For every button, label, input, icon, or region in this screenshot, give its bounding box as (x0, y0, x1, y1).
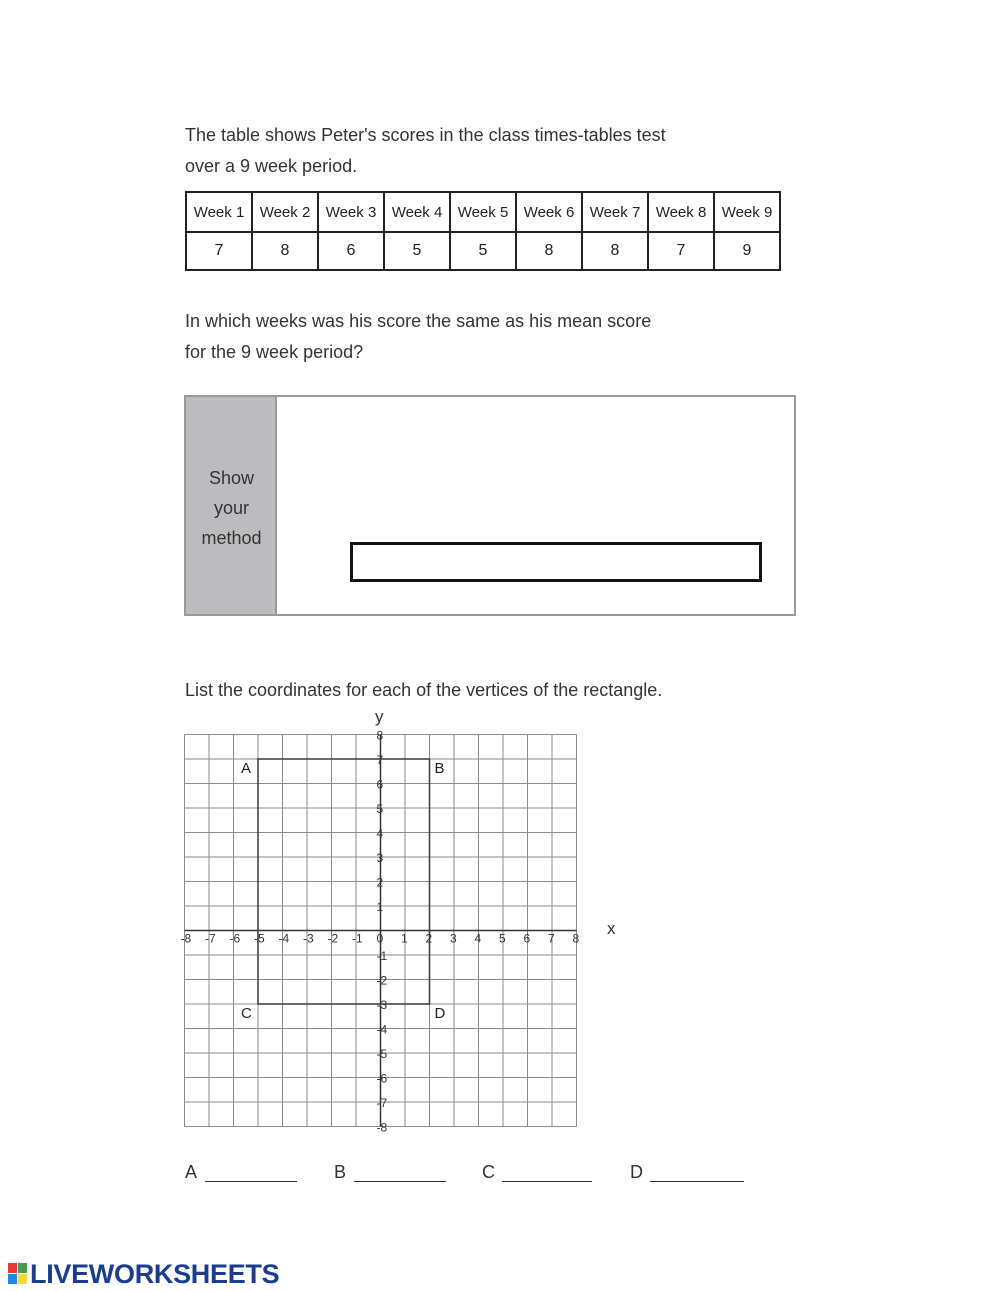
y-axis-label: y (375, 707, 384, 726)
x-tick-label: 8 (572, 931, 580, 946)
answer-line[interactable] (354, 1181, 446, 1182)
answer-line[interactable] (205, 1181, 297, 1182)
x-tick-label: -6 (229, 931, 241, 946)
week-header: Week 1 (186, 192, 252, 232)
answer-line[interactable] (650, 1181, 744, 1182)
x-tick-label: -3 (303, 931, 314, 946)
y-tick-label: -4 (376, 1022, 388, 1037)
liveworksheets-logo[interactable] (8, 1257, 279, 1291)
x-tick-label: 7 (548, 931, 555, 946)
y-tick-label: 2 (376, 875, 384, 890)
week-header: Week 5 (450, 192, 516, 232)
coordinates-prompt: List the coordinates for each of the vertices of the rectangle. (185, 680, 663, 700)
answer-label: A (185, 1162, 198, 1182)
week-header: Week 9 (714, 192, 780, 232)
vertex-label: C (241, 1005, 252, 1022)
y-tick-label: 3 (376, 851, 384, 865)
answer-line[interactable] (502, 1181, 592, 1182)
vertex-labels (241, 760, 446, 1022)
week-header: Week 7 (582, 192, 648, 232)
x-tick-label: -5 (254, 931, 265, 946)
y-tick-label: -2 (376, 973, 388, 988)
y-tick-label: -3 (376, 998, 388, 1012)
x-tick-label: 5 (499, 931, 506, 946)
answer-label: B (334, 1162, 347, 1182)
answer-label: D (630, 1162, 643, 1182)
y-tick-label: 4 (376, 826, 384, 841)
x-tick-label: 1 (401, 931, 408, 946)
score-cell: 8 (516, 232, 582, 270)
score-cell: 6 (318, 232, 384, 270)
x-tick-label: 3 (450, 931, 457, 946)
x-tick-label: -7 (205, 931, 216, 946)
answer-blank-b[interactable] (334, 1162, 346, 1186)
score-cell: 5 (450, 232, 516, 270)
week-header: Week 3 (318, 192, 384, 232)
x-tick-label: -8 (180, 931, 192, 946)
prompt-line-1: In which weeks was his score the same as his mean score (185, 311, 652, 331)
x-tick-label: 4 (474, 931, 482, 946)
score-cell: 5 (384, 232, 450, 270)
y-tick-label: 5 (376, 802, 384, 816)
y-tick-label: 8 (376, 728, 384, 743)
y-tick-label: -5 (376, 1047, 388, 1061)
method-label-line: Show (208, 468, 255, 488)
week-header: Week 4 (384, 192, 450, 232)
week-header: Week 8 (648, 192, 714, 232)
y-tick-label: 7 (376, 753, 384, 767)
y-tick-label: 1 (376, 900, 384, 914)
x-tick-label: -1 (352, 931, 363, 946)
answer-blank-a[interactable] (185, 1162, 197, 1186)
answer-label: C (482, 1162, 495, 1182)
x-tick-label: 0 (376, 931, 384, 946)
week-header: Week 2 (252, 192, 318, 232)
x-tick-label: -4 (278, 931, 290, 946)
method-label-line: your (213, 498, 249, 518)
y-tick-label: -8 (376, 1120, 388, 1135)
x-axis-label: x (607, 919, 616, 938)
y-tick-label: -6 (376, 1071, 388, 1086)
week-header: Week 6 (516, 192, 582, 232)
x-tick-label: 2 (425, 931, 433, 946)
vertex-label: D (434, 1005, 446, 1022)
score-cell: 9 (714, 232, 780, 270)
score-cell: 8 (582, 232, 648, 270)
method-label-line: method (201, 528, 262, 548)
tick-labels (181, 729, 580, 1135)
answer-blank-c[interactable] (482, 1162, 495, 1186)
brand-name: LIVEWORKSHEETS (30, 1258, 280, 1289)
x-tick-label: -2 (327, 931, 339, 946)
vertex-label: B (434, 760, 445, 777)
prompt-line-2: for the 9 week period? (185, 342, 364, 362)
vertex-label: A (241, 760, 252, 777)
y-tick-label: -7 (376, 1096, 388, 1110)
intro-line-2: over a 9 week period. (185, 156, 358, 176)
score-cell: 7 (186, 232, 252, 270)
x-tick-label: 6 (523, 931, 531, 946)
score-cell: 8 (252, 232, 318, 270)
y-tick-label: -1 (376, 949, 388, 963)
score-cell: 7 (648, 232, 714, 270)
intro-line-1: The table shows Peter's scores in the class times-tables test (185, 125, 666, 145)
logo-mark-icon (8, 1263, 28, 1285)
axes (185, 735, 577, 1127)
answer-blank-d[interactable] (630, 1162, 643, 1186)
y-tick-label: 6 (376, 777, 384, 792)
